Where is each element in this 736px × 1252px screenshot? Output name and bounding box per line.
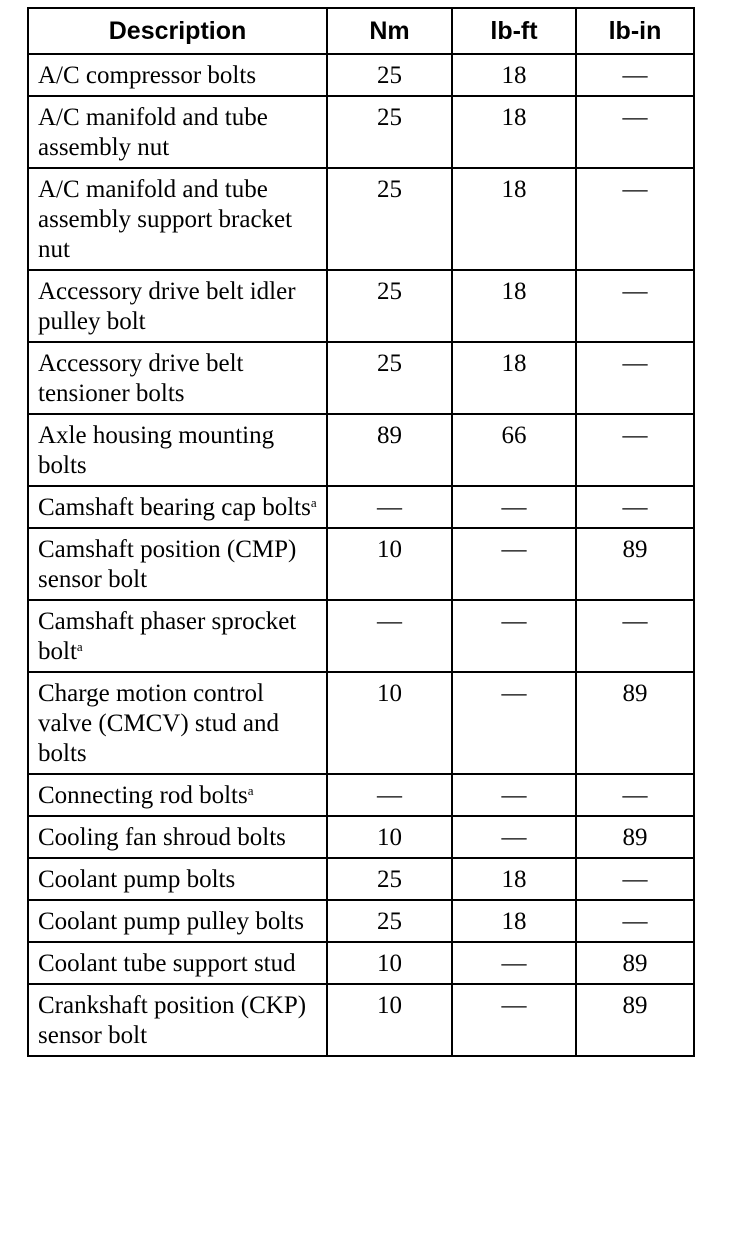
row-lb-in-value: 89 (576, 816, 694, 858)
row-description (28, 984, 327, 1056)
description-text: Crankshaft position (CKP) sensor bolt (38, 992, 307, 1049)
row-lb-in-value: 89 (576, 672, 694, 774)
row-nm-value: 25 (327, 858, 452, 900)
row-description (28, 270, 327, 342)
table-row (28, 900, 694, 942)
row-description (28, 414, 327, 486)
header-description: Description (28, 8, 327, 54)
row-description (28, 942, 327, 984)
row-nm-value: — (327, 600, 452, 672)
row-lb-ft-value: 18 (452, 270, 576, 342)
row-lb-in-value: — (576, 96, 694, 168)
description-text: A/C manifold and tube assembly support bracket nut (38, 176, 293, 263)
description-text: A/C compressor bolts (38, 62, 257, 89)
row-lb-ft-value: 66 (452, 414, 576, 486)
row-nm-value: 10 (327, 816, 452, 858)
row-nm-value: 10 (327, 528, 452, 600)
row-lb-in-value: — (576, 858, 694, 900)
row-nm-value: 25 (327, 342, 452, 414)
row-lb-ft-value: 18 (452, 54, 576, 96)
table-row (28, 816, 694, 858)
table-row (28, 270, 694, 342)
row-nm-value: — (327, 486, 452, 528)
row-lb-in-value: — (576, 270, 694, 342)
row-lb-ft-value: — (452, 774, 576, 816)
row-nm-value: 25 (327, 270, 452, 342)
row-lb-in-value: — (576, 486, 694, 528)
row-lb-in-value: — (576, 168, 694, 270)
header-lb-ft: lb-ft (452, 8, 576, 54)
description-text: Coolant tube support stud (38, 950, 296, 977)
row-lb-ft-value: — (452, 816, 576, 858)
description-text: Axle housing mounting bolts (38, 422, 275, 479)
row-lb-in-value: 89 (576, 528, 694, 600)
description-text: Camshaft bearing cap bolts (38, 494, 311, 521)
row-lb-ft-value: 18 (452, 858, 576, 900)
description-text: Accessory drive belt tensioner bolts (38, 350, 244, 407)
row-lb-in-value: — (576, 414, 694, 486)
row-lb-ft-value: 18 (452, 900, 576, 942)
row-lb-ft-value: — (452, 528, 576, 600)
description-text: Cooling fan shroud bolts (38, 824, 286, 851)
footnote-marker: a (310, 495, 317, 510)
row-lb-in-value: — (576, 342, 694, 414)
torque-specifications-table (27, 7, 695, 1057)
row-lb-in-value: 89 (576, 984, 694, 1056)
description-text: Camshaft phaser sprocket bolt (38, 608, 297, 665)
row-description (28, 342, 327, 414)
header-nm: Nm (327, 8, 452, 54)
row-description (28, 600, 327, 672)
table-row (28, 942, 694, 984)
description-text: Connecting rod bolts (38, 782, 248, 809)
row-lb-ft-value: — (452, 984, 576, 1056)
footnote-marker: a (247, 783, 254, 798)
row-lb-ft-value: — (452, 486, 576, 528)
row-description (28, 54, 327, 96)
row-lb-in-value: — (576, 600, 694, 672)
description-text: Coolant pump bolts (38, 866, 236, 893)
table-row (28, 168, 694, 270)
row-lb-ft-value: — (452, 942, 576, 984)
row-lb-in-value: — (576, 900, 694, 942)
row-nm-value: 89 (327, 414, 452, 486)
row-lb-ft-value: 18 (452, 168, 576, 270)
row-description (28, 774, 327, 816)
table-body (28, 54, 694, 1056)
row-lb-ft-value: — (452, 600, 576, 672)
table-row (28, 342, 694, 414)
row-nm-value: 25 (327, 96, 452, 168)
row-nm-value: 25 (327, 54, 452, 96)
row-lb-in-value: 89 (576, 942, 694, 984)
row-lb-ft-value: 18 (452, 96, 576, 168)
description-text: Charge motion control valve (CMCV) stud and bolts (38, 680, 279, 767)
table-row (28, 858, 694, 900)
row-description (28, 96, 327, 168)
row-lb-ft-value: — (452, 672, 576, 774)
row-nm-value: 10 (327, 942, 452, 984)
row-description (28, 528, 327, 600)
row-lb-ft-value: 18 (452, 342, 576, 414)
table-row (28, 672, 694, 774)
description-text: Coolant pump pulley bolts (38, 908, 304, 935)
description-text: Accessory drive belt idler pulley bolt (38, 278, 296, 335)
row-nm-value: 10 (327, 672, 452, 774)
row-nm-value: — (327, 774, 452, 816)
table-row (28, 486, 694, 528)
row-lb-in-value: — (576, 54, 694, 96)
table-row (28, 984, 694, 1056)
row-description (28, 816, 327, 858)
row-description (28, 168, 327, 270)
table-row (28, 96, 694, 168)
footnote-marker: a (76, 639, 83, 654)
table-row (28, 414, 694, 486)
description-text: Camshaft position (CMP) sensor bolt (38, 536, 297, 593)
row-nm-value: 10 (327, 984, 452, 1056)
description-text: A/C manifold and tube assembly nut (38, 104, 268, 161)
row-description (28, 858, 327, 900)
header-lb-in: lb-in (576, 8, 694, 54)
row-lb-in-value: — (576, 774, 694, 816)
row-description (28, 486, 327, 528)
header-row (28, 8, 694, 54)
row-description (28, 900, 327, 942)
row-nm-value: 25 (327, 900, 452, 942)
row-nm-value: 25 (327, 168, 452, 270)
row-description (28, 672, 327, 774)
table-row (28, 528, 694, 600)
table-row (28, 54, 694, 96)
table-row (28, 774, 694, 816)
table-row (28, 600, 694, 672)
